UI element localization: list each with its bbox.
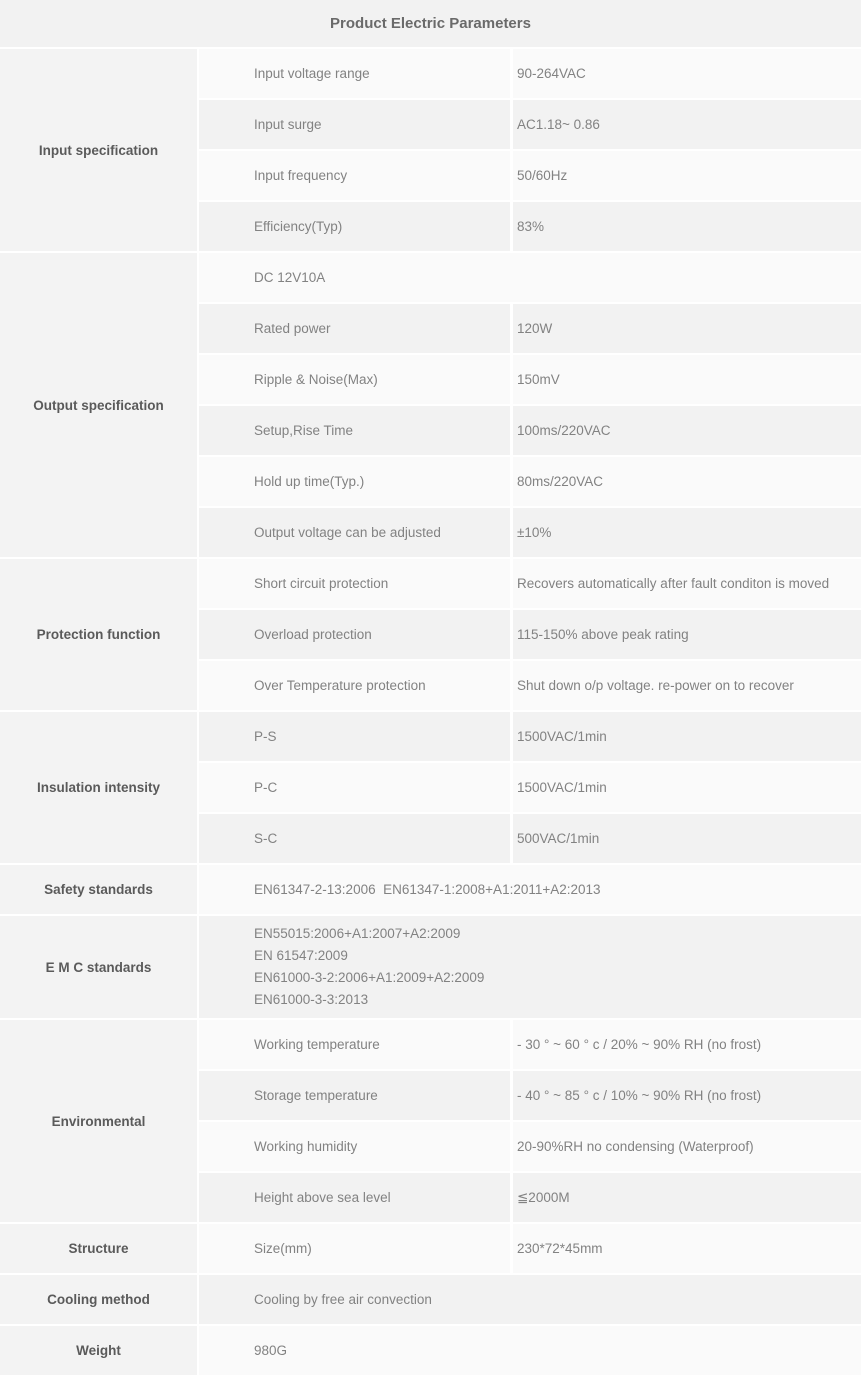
spec-section bbox=[0, 49, 861, 251]
param-name: P-S bbox=[199, 712, 510, 761]
spec-row bbox=[199, 916, 861, 1018]
category-cell: Structure bbox=[0, 1224, 197, 1273]
spec-row bbox=[199, 763, 861, 812]
param-value: 115-150% above peak rating bbox=[513, 610, 861, 659]
param-value: - 40 ° ~ 85 ° c / 10% ~ 90% RH (no frost) bbox=[513, 1071, 861, 1120]
spec-row bbox=[199, 1020, 861, 1069]
param-name: Ripple & Noise(Max) bbox=[199, 355, 510, 404]
param-name: 980G bbox=[199, 1326, 861, 1375]
category-cell: Insulation intensity bbox=[0, 712, 197, 863]
param-name: DC 12V10A bbox=[199, 253, 861, 302]
param-name: Hold up time(Typ.) bbox=[199, 457, 510, 506]
param-name: Cooling by free air convection bbox=[199, 1275, 861, 1324]
spec-row bbox=[199, 712, 861, 761]
page-title: Product Electric Parameters bbox=[0, 0, 861, 47]
spec-section bbox=[0, 865, 861, 914]
spec-section bbox=[0, 1020, 861, 1222]
param-value: 150mV bbox=[513, 355, 861, 404]
spec-row bbox=[199, 49, 861, 98]
spec-section bbox=[0, 1326, 861, 1375]
param-value: 80ms/220VAC bbox=[513, 457, 861, 506]
spec-row bbox=[199, 457, 861, 506]
category-cell: Input specification bbox=[0, 49, 197, 251]
param-name: P-C bbox=[199, 763, 510, 812]
spec-row bbox=[199, 814, 861, 863]
param-name: Setup,Rise Time bbox=[199, 406, 510, 455]
spec-row bbox=[199, 1224, 861, 1273]
param-name: Working humidity bbox=[199, 1122, 510, 1171]
param-name: Output voltage can be adjusted bbox=[199, 508, 510, 557]
param-name: Working temperature bbox=[199, 1020, 510, 1069]
param-name bbox=[199, 916, 861, 1018]
spec-row bbox=[199, 610, 861, 659]
param-value: Shut down o/p voltage. re-power on to recover bbox=[513, 661, 861, 710]
spec-section bbox=[0, 712, 861, 863]
spec-section bbox=[0, 559, 861, 710]
param-name: Height above sea level bbox=[199, 1173, 510, 1222]
standard-line: EN55015:2006+A1:2007+A2:2009 bbox=[254, 926, 461, 941]
param-value: AC1.18~ 0.86 bbox=[513, 100, 861, 149]
spec-section bbox=[0, 1224, 861, 1273]
spec-row bbox=[199, 406, 861, 455]
spec-row bbox=[199, 202, 861, 251]
section-rows bbox=[199, 865, 861, 914]
section-rows bbox=[199, 559, 861, 710]
param-value: Recovers automatically after fault conditon is moved bbox=[513, 559, 861, 608]
param-name: Input voltage range bbox=[199, 49, 510, 98]
category-cell: Safety standards bbox=[0, 865, 197, 914]
param-name: Overload protection bbox=[199, 610, 510, 659]
spec-row bbox=[199, 865, 861, 914]
category-cell: Weight bbox=[0, 1326, 197, 1375]
param-name: Rated power bbox=[199, 304, 510, 353]
param-name: Input frequency bbox=[199, 151, 510, 200]
param-name: Short circuit protection bbox=[199, 559, 510, 608]
spec-row bbox=[199, 355, 861, 404]
param-value: 90-264VAC bbox=[513, 49, 861, 98]
param-value: - 30 ° ~ 60 ° c / 20% ~ 90% RH (no frost) bbox=[513, 1020, 861, 1069]
param-name: S-C bbox=[199, 814, 510, 863]
spec-row bbox=[199, 1173, 861, 1222]
category-cell: Environmental bbox=[0, 1020, 197, 1222]
param-value: ±10% bbox=[513, 508, 861, 557]
spec-section bbox=[0, 1275, 861, 1324]
param-name: Over Temperature protection bbox=[199, 661, 510, 710]
spec-row bbox=[199, 304, 861, 353]
param-value: 50/60Hz bbox=[513, 151, 861, 200]
param-name: EN61347-2-13:2006 EN61347-1:2008+A1:2011+A2:2013 bbox=[199, 865, 861, 914]
param-name: Size(mm) bbox=[199, 1224, 510, 1273]
section-rows bbox=[199, 712, 861, 863]
category-cell: Protection function bbox=[0, 559, 197, 710]
category-cell: Cooling method bbox=[0, 1275, 197, 1324]
spec-row bbox=[199, 1275, 861, 1324]
spec-row bbox=[199, 508, 861, 557]
section-rows bbox=[199, 253, 861, 557]
param-value: 120W bbox=[513, 304, 861, 353]
param-value: 230*72*45mm bbox=[513, 1224, 861, 1273]
param-value: 20-90%RH no condensing (Waterproof) bbox=[513, 1122, 861, 1171]
param-value: 1500VAC/1min bbox=[513, 763, 861, 812]
spec-row bbox=[199, 1122, 861, 1171]
param-value: 100ms/220VAC bbox=[513, 406, 861, 455]
param-name: Input surge bbox=[199, 100, 510, 149]
standard-line: EN61000-3-2:2006+A1:2009+A2:2009 bbox=[254, 970, 485, 985]
spec-row bbox=[199, 100, 861, 149]
param-name: Storage temperature bbox=[199, 1071, 510, 1120]
param-value: 83% bbox=[513, 202, 861, 251]
spec-row bbox=[199, 151, 861, 200]
param-name: Efficiency(Typ) bbox=[199, 202, 510, 251]
section-rows bbox=[199, 916, 861, 1018]
section-rows bbox=[199, 1020, 861, 1222]
spec-row bbox=[199, 559, 861, 608]
spec-section bbox=[0, 253, 861, 557]
section-rows bbox=[199, 1326, 861, 1375]
section-rows bbox=[199, 49, 861, 251]
spec-table bbox=[0, 49, 861, 1375]
spec-row bbox=[199, 1071, 861, 1120]
category-cell: E M C standards bbox=[0, 916, 197, 1018]
category-cell: Output specification bbox=[0, 253, 197, 557]
spec-row bbox=[199, 661, 861, 710]
section-rows bbox=[199, 1275, 861, 1324]
spec-row bbox=[199, 1326, 861, 1375]
standard-line: EN 61547:2009 bbox=[254, 948, 348, 963]
param-value: 500VAC/1min bbox=[513, 814, 861, 863]
param-value: ≦2000M bbox=[513, 1173, 861, 1222]
spec-row bbox=[199, 253, 861, 302]
param-value: 1500VAC/1min bbox=[513, 712, 861, 761]
section-rows bbox=[199, 1224, 861, 1273]
spec-section bbox=[0, 916, 861, 1018]
standard-line: EN61000-3-3:2013 bbox=[254, 992, 369, 1007]
